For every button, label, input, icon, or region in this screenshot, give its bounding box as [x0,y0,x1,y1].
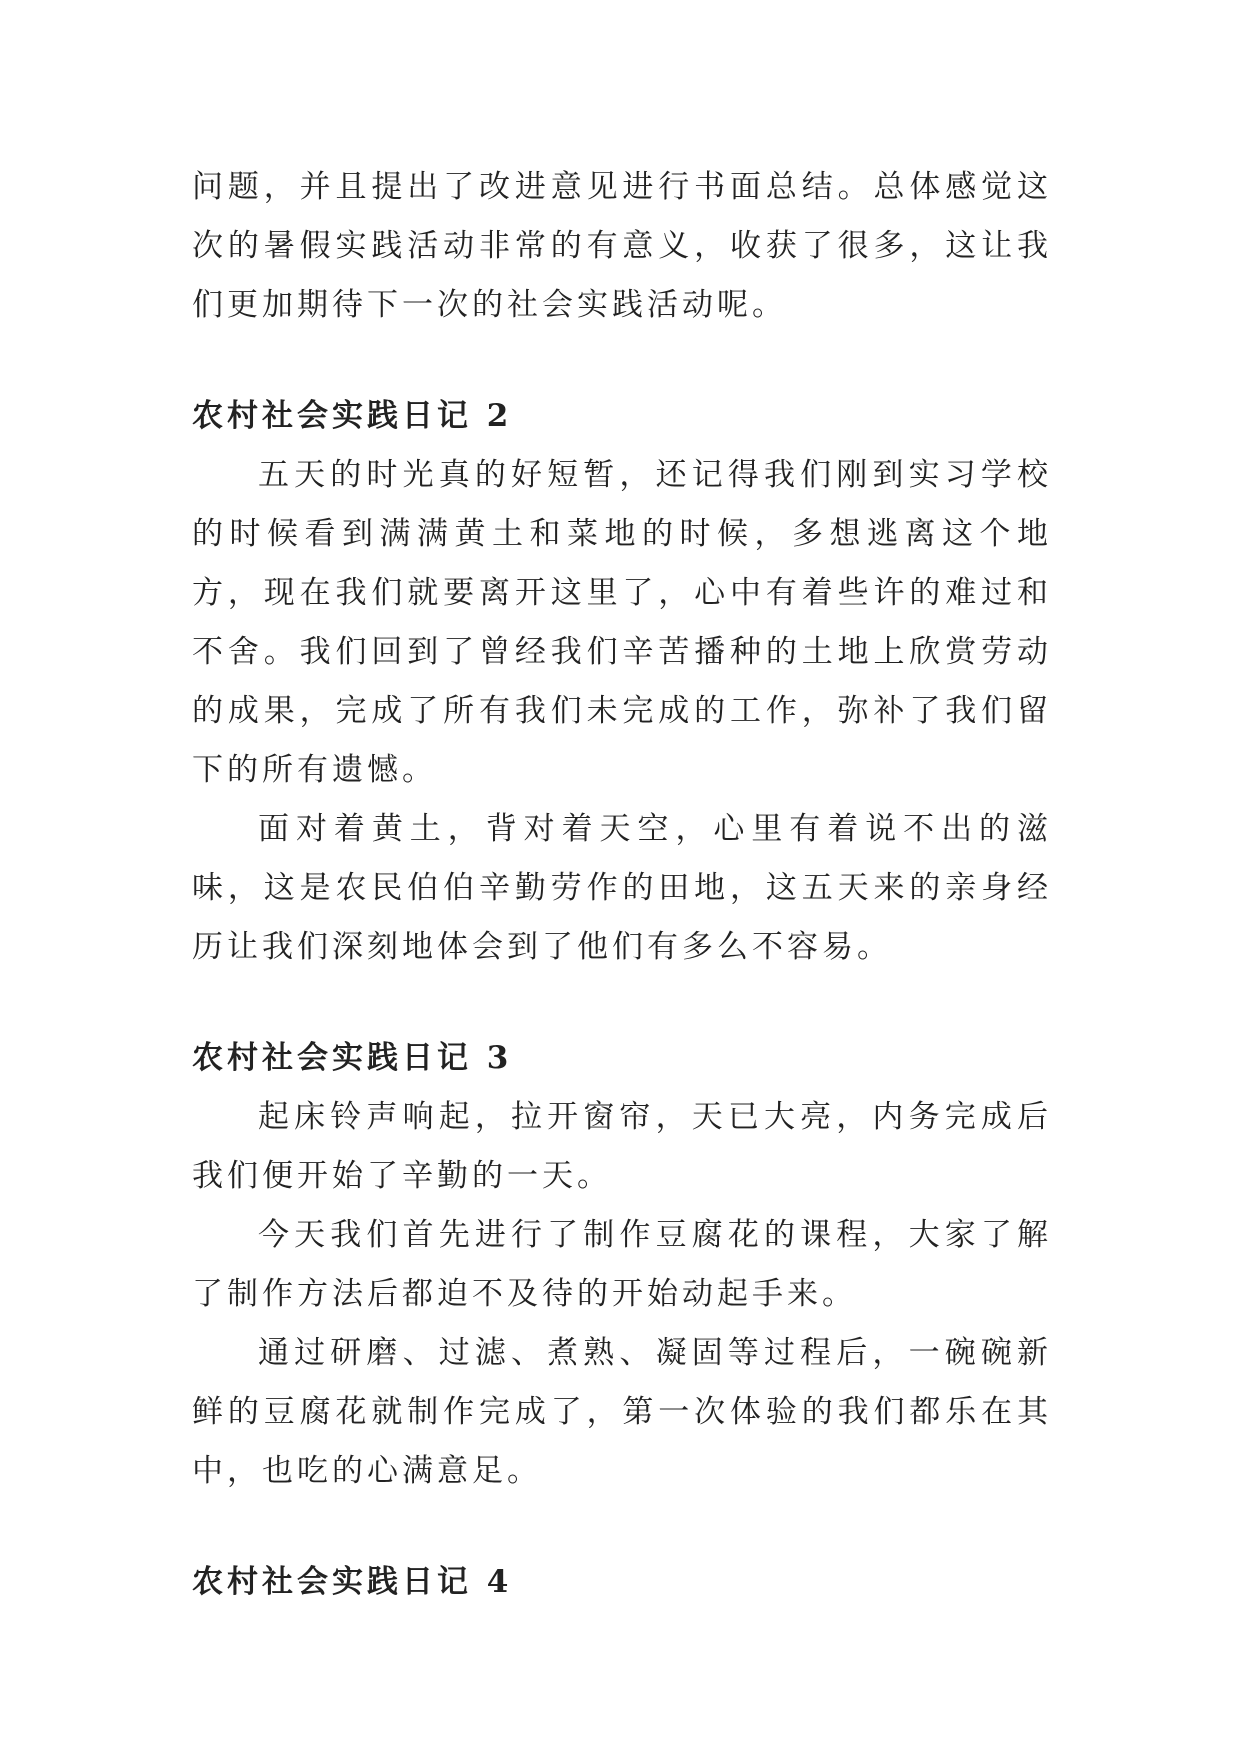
section-heading-4: 农村社会实践日记 4 [192,1564,513,1600]
body-paragraph: 起床铃声响起，拉开窗帘，天已大亮，内务完成后我们便开始了辛勤的一天。 [192,1099,1052,1194]
document-page [192,158,1052,1612]
section-heading-2: 农村社会实践日记 2 [192,398,513,434]
section-heading-3: 农村社会实践日记 3 [192,1040,513,1076]
body-paragraph: 五天的时光真的好短暂，还记得我们刚到实习学校的时候看到满满黄土和菜地的时候，多想逃离这个地方，现在我们就要离开这里了，心中有着些许的难过和不舍。我们回到了曾经我们辛苦播种的土地上欣赏劳动的成果，完成了所有我们未完成的工作，弥补了我们留下的所有遗憾。 [192,457,1052,788]
body-paragraph: 通过研磨、过滤、煮熟、凝固等过程后，一碗碗新鲜的豆腐花就制作完成了，第一次体验的我们都乐在其中，也吃的心满意足。 [192,1335,1052,1489]
body-paragraph: 今天我们首先进行了制作豆腐花的课程，大家了解了制作方法后都迫不及待的开始动起手来。 [192,1217,1052,1312]
body-paragraph: 面对着黄土，背对着天空，心里有着说不出的滋味，这是农民伯伯辛勤劳作的田地，这五天来的亲身经历让我们深刻地体会到了他们有多么不容易。 [192,811,1052,965]
body-paragraph: 问题，并且提出了改进意见进行书面总结。总体感觉这次的暑假实践活动非常的有意义，收获了很多，这让我们更加期待下一次的社会实践活动呢。 [192,169,1052,323]
